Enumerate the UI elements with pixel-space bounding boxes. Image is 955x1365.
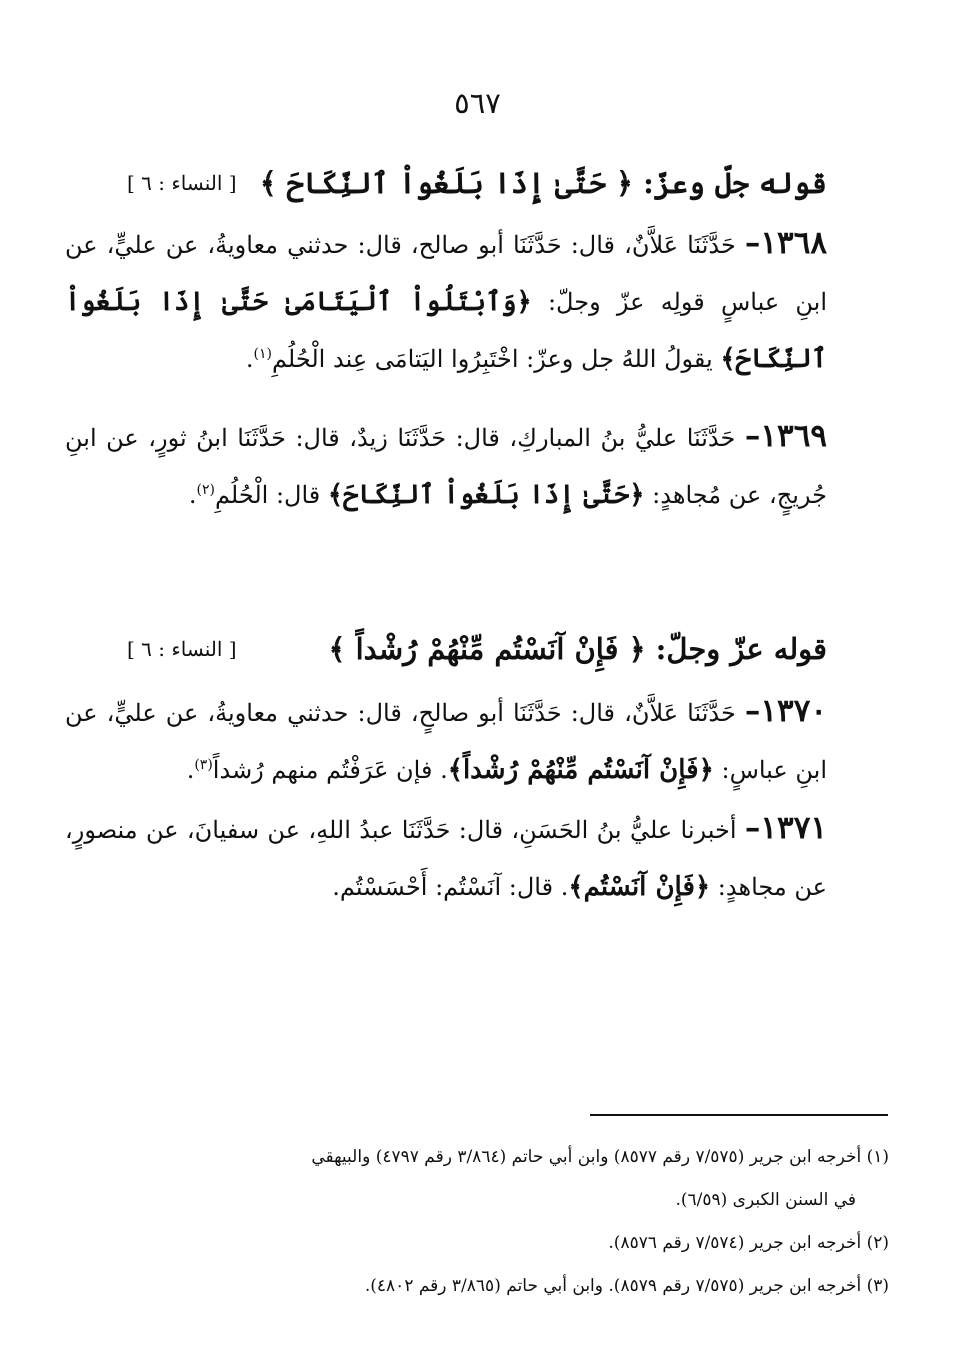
hadith-number: ١٣٧١– xyxy=(744,810,827,846)
quran-verse: ﴿فَإِنْ آنَسْتُم مِّنْهُمْ رُشْداً﴾ xyxy=(447,755,714,785)
hadith-text: حَدَّثَنَا عَلاَّنٌ، قال: حَدَّثَنَا أبو صالح، قال: حدثني معاويةُ، عن عليٍّ، عن ابنِ عباسٍ قولِه عزّ وجلّ: xyxy=(65,231,827,316)
footnote-3: (٣) أخرجه ابن جرير (٧/٥٧٥ رقم ٨٥٧٩). وابن أبي حاتم (٣/٨٦٥ رقم ٤٨٠٢). xyxy=(364,1276,889,1296)
page-number: ٥٦٧ xyxy=(454,86,501,120)
punctuation: . xyxy=(188,481,197,509)
surah-reference-2: [ النساء : ٦ ] xyxy=(127,637,237,661)
hadith-1368 xyxy=(65,215,827,388)
heading-verse-1: ﴿ حَتَّىٰ إِذَا بَلَغُواْ ٱلنِّكَاحَ ﴾ xyxy=(259,166,634,200)
footnote-1: (١) أخرجه ابن جرير (٧/٥٧٥ رقم ٨٥٧٧) وابن أبي حاتم (٣/٨٦٤ رقم ٤٧٩٧) والبيهقي xyxy=(311,1147,889,1167)
hadith-number: ١٣٧٠– xyxy=(744,693,827,729)
hadith-1371 xyxy=(65,800,827,916)
footnote-2: (٢) أخرجه ابن جرير (٧/٥٧٤ رقم ٨٥٧٦). xyxy=(608,1233,889,1253)
footnote-separator xyxy=(590,1114,888,1116)
punctuation: . xyxy=(186,756,195,784)
footnote-ref[interactable]: (١) xyxy=(253,346,272,362)
verse-heading-1 xyxy=(127,160,827,206)
hadith-1369 xyxy=(65,408,827,524)
hadith-1370 xyxy=(65,683,827,799)
hadith-text: حَدَّثَنَا عَلاَّنٌ، قال: حَدَّثَنَا أبو صالحٍ، قال: حدثني معاويةُ، عن عليٍّ، عن ابنِ عباسٍ: xyxy=(65,699,827,784)
hadith-text: . قال: آنَسْتُم: أَحْسَسْتُم. xyxy=(332,873,569,901)
hadith-number: ١٣٦٩– xyxy=(744,418,827,454)
footnote-ref[interactable]: (٣) xyxy=(194,757,213,773)
hadith-text: أخبرنا عليُّ بنُ الحَسَنِ، قال: حَدَّثَنَا عبدُ اللهِ، عن سفيانَ، عن منصورٍ، عن مجاهدٍ: xyxy=(65,816,827,901)
verse-heading-2 xyxy=(127,626,827,672)
heading-main-2 xyxy=(329,632,827,666)
footnotes xyxy=(119,1136,889,1308)
hadith-text: . فإن عَرَفْتُم منهم رُشداً xyxy=(212,756,448,784)
heading-label-1: قوله جلّ وعزّ: xyxy=(643,166,827,200)
punctuation: . xyxy=(245,345,254,373)
footnote-1-continued: في السنن الكبرى (٦/٥٩). xyxy=(675,1190,856,1210)
quran-verse: ﴿فَإِنْ آنَسْتُم﴾ xyxy=(568,872,711,902)
surah-reference-1: [ النساء : ٦ ] xyxy=(127,171,237,195)
hadith-text: يقولُ اللهُ جل وعزّ: اخْتَبِرُوا اليَتامَى عِند الْحُلُمِ xyxy=(271,345,721,373)
hadith-text: حَدَّثَنَا عليُّ بنُ المباركِ، قال: حَدَّثَنَا زيدٌ، قال: حَدَّثَنَا ابنُ ثورٍ، عن ابنِ جُريجٍ، عن مُجاهدٍ: xyxy=(65,424,827,509)
quran-verse: ﴿وَٱبْتَلُواْ ٱلْيَتَامَىٰ حَتَّىٰ إِذَا بَلَغُواْ ٱلنِّكَاحَ﴾ xyxy=(65,287,827,374)
hadith-number: ١٣٦٨– xyxy=(744,225,827,261)
hadith-text: قال: الْحُلُمِ xyxy=(214,481,328,509)
heading-main-1 xyxy=(260,166,827,200)
footnote-ref[interactable]: (٢) xyxy=(196,482,215,498)
heading-label-2: قوله عزّ وجلّ: xyxy=(655,632,827,666)
quran-verse: ﴿حَتَّىٰ إِذَا بَلَغُواْ ٱلنِّكَاحَ﴾ xyxy=(327,480,645,510)
heading-verse-2: ﴿ فَإِنْ آنَسْتُم مِّنْهُمْ رُشْداً ﴾ xyxy=(328,632,646,666)
